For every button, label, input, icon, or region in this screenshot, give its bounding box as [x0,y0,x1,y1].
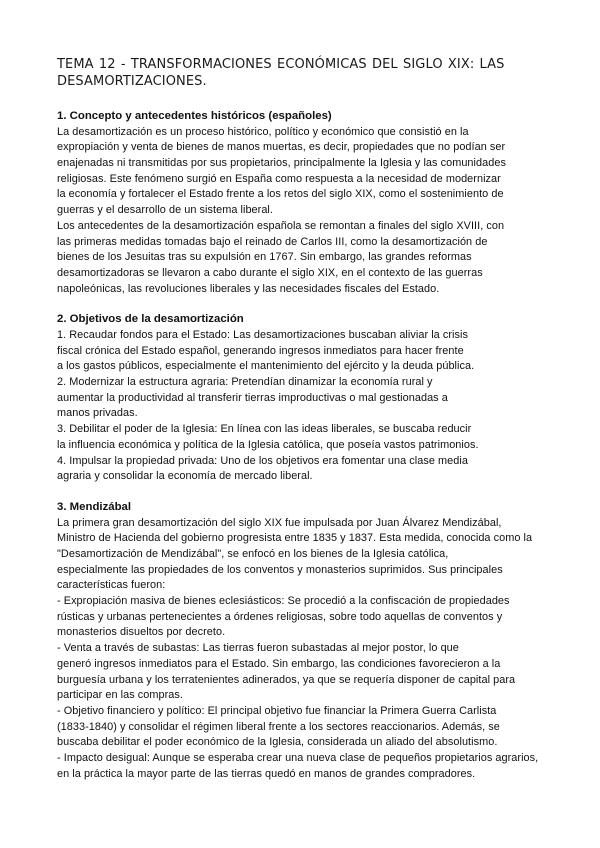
paragraph-line: religiosas. Este fenómeno surgió en España como respuesta a la necesidad de modernizar [57,172,501,185]
section-heading: 1. Concepto y antecedentes históricos (españoles) [57,110,332,122]
document-title [57,56,557,90]
paragraph-line: las primeras medidas tomadas bajo el reinado de Carlos III, como la desamortización de [57,235,488,248]
paragraph-line: - Venta a través de subastas: Las tierras fueron subastadas al mejor postor, lo que [57,642,459,655]
paragraph-line: características fueron: [57,579,166,592]
paragraph-line: desamortizadoras se llevaron a cabo durante el siglo XIX, en el contexto de las guerras [57,266,483,279]
paragraph-line: napoleónicas, las revoluciones liberales y las necesidades fiscales del Estado. [57,282,440,295]
section-2 [57,312,557,485]
paragraph-line: (1833-1840) y consolidar el régimen liberal frente a los sectores reaccionarios. Además, se [57,720,500,733]
paragraph-line: rústicas y urbanas pertenecientes a órdenes religiosas, sobre todo aquellas de conventos y [57,610,503,623]
paragraph-line: - Objetivo financiero y político: El principal objetivo fue financiar la Primera Guerra Carlista [57,704,497,717]
paragraph-line: 3. Debilitar el poder de la Iglesia: En línea con las ideas liberales, se buscaba reducir [57,423,472,436]
paragraph-line: La desamortización es un proceso histórico, político y económico que consistió en la [57,125,469,138]
paragraph-line: - Expropiación masiva de bienes eclesiásticos: Se procedió a la confiscación de propiedades [57,595,510,608]
paragraph-line: participar en las compras. [57,689,183,702]
paragraph-line: en la práctica la mayor parte de las tierras quedó en manos de grandes compradores. [57,767,476,780]
paragraph-line: enajenadas ni transmitidas por sus propietarios, principalmente la Iglesia y las comunidades [57,157,506,169]
document-page [57,56,557,783]
section-3 [57,500,557,783]
title-line: TEMA 12 - TRANSFORMACIONES ECONÓMICAS DEL SIGLO XIX: LAS [57,57,505,72]
paragraph-line: expropiación y venta de bienes de manos muertas, es decir, propiedades que no podían ser [57,141,506,154]
paragraph-line: la economía y fortalecer el Estado frente a los retos del siglo XIX, como el sostenimiento de [57,188,504,201]
paragraph-line: guerras y el desarrollo de un sistema liberal. [57,204,273,217]
section-heading: 2. Objetivos de la desamortización [57,313,244,326]
section-gap [57,297,557,312]
paragraph-line: Los antecedentes de la desamortización española se remontan a finales del siglo XVIII, con [57,219,505,232]
paragraph-line: generó ingresos inmediatos para el Estado. Sin embargo, las condiciones favorecieron a la [57,657,501,670]
paragraph-line: "Desamortización de Mendizábal", se enfocó en los bienes de la Iglesia católica, [57,547,449,560]
paragraph-line: 2. Modernizar la estructura agraria: Pretendían dinamizar la economía rural y [57,376,433,389]
paragraph-line: agraria y consolidar la economía de mercado liberal. [57,470,313,483]
section-1 [57,109,557,297]
paragraph-line: - Impacto desigual: Aunque se esperaba crear una nueva clase de pequeños propietarios agrarios, [57,752,539,765]
paragraph-line: la influencia económica y política de la Iglesia católica, que poseía vastos patrimonios. [57,438,479,451]
paragraph-line: manos privadas. [57,407,138,420]
title-line: DESAMORTIZACIONES. [57,74,207,89]
document-body [57,109,557,783]
paragraph-line: burguesía urbana y los terratenientes adinerados, ya que se requería disponer de capital para [57,673,516,686]
paragraph-line: 1. Recaudar fondos para el Estado: Las desamortizaciones buscaban aliviar la crisis [57,328,468,341]
paragraph-line: buscaba debilitar el poder económico de la Iglesia, considerada un aliado del absolutismo. [57,736,498,749]
paragraph-line: 4. Impulsar la propiedad privada: Uno de los objetivos era fomentar una clase media [57,454,468,467]
paragraph-line: La primera gran desamortización del siglo XIX fue impulsada por Juan Álvarez Mendizábal, [57,516,502,529]
paragraph-line: monasterios disueltos por decreto. [57,626,226,639]
paragraph-line: Ministro de Hacienda del gobierno progresista entre 1835 y 1837. Esta medida, conocida como la [57,532,533,545]
paragraph-line: aumentar la productividad al transferir tierras improductivas o mal gestionadas a [57,391,448,404]
section-heading: 3. Mendizábal [57,500,132,513]
section-gap [57,485,557,500]
paragraph-line: especialmente las propiedades de los conventos y monasterios suprimidos. Sus principales [57,563,503,576]
paragraph-line: bienes de los Jesuitas tras su expulsión en 1767. Sin embargo, las grandes reformas [57,251,472,264]
paragraph-line: fiscal crónica del Estado español, generando ingresos inmediatos para hacer frente [57,344,464,357]
paragraph-line: a los gastos públicos, especialmente el mantenimiento del ejército y la deuda pública. [57,360,475,373]
